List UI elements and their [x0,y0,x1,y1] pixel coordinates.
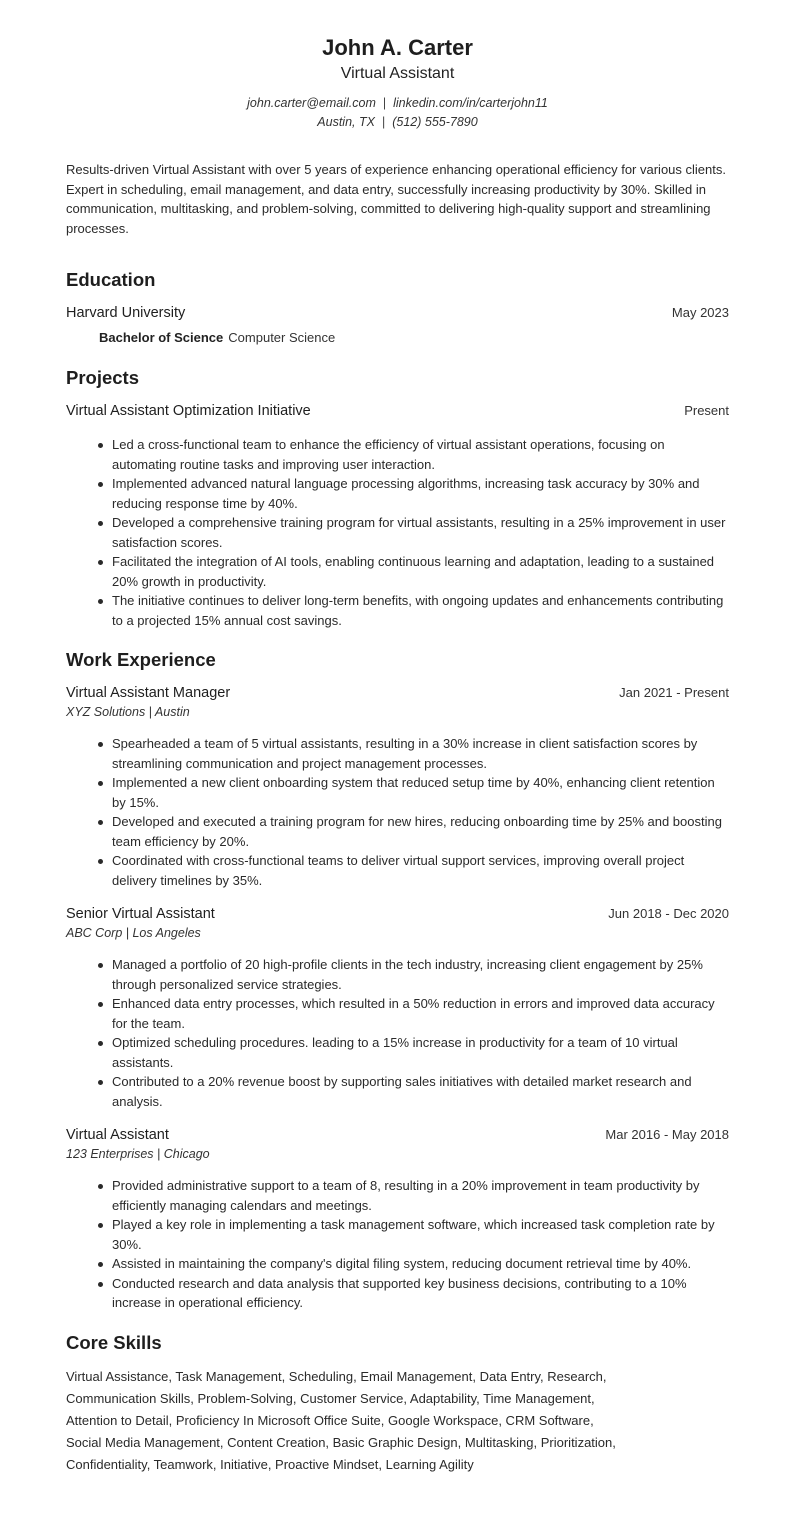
degree-name: Bachelor of Science [99,330,224,346]
bullet-dot-icon [98,859,103,864]
bullet-dot-icon [98,1080,103,1085]
skills-line: Virtual Assistance, Task Management, Scheduling, Email Management, Data Entry, Research, [66,1368,607,1384]
resume-header [66,34,729,132]
job-title: Senior Virtual Assistant [66,906,215,923]
summary-paragraph: Results-driven Virtual Assistant with over 5 years of experience enhancing operational efficiency for various clients. Expert in scheduling, email management, and data entry, successfully increasing productivity by 30%. Skilled in communication, multitasking, and problem-solving, committed to delivering high-quality support and streamlining processes. [66,162,726,236]
skills-section [66,1331,729,1476]
bullet-dot-icon [98,1002,103,1007]
list-item: Implemented a new client onboarding system that reduced setup time by 40%, enhancing client retention by 15%. [66,773,729,812]
education-section [66,268,729,347]
candidate-name: John A. Carter [322,35,473,60]
list-item: The initiative continues to deliver long-term benefits, with ongoing updates and enhancements contributing to a projected 15% annual cost savings. [66,591,729,630]
bullet-dot-icon [98,443,103,448]
bullet-dot-icon [98,1223,103,1228]
job-title: Virtual Assistant [66,1127,169,1144]
project-entry-header [66,401,729,421]
job-entry [66,1125,729,1313]
bullet-dot-icon [98,1262,103,1267]
degree-line [66,329,729,347]
job-entry [66,904,729,1111]
school-name: Harvard University [66,305,186,322]
contact-linkedin: linkedin.com/in/carterjohn11 [393,96,548,110]
list-item: Contributed to a 20% revenue boost by supporting sales initiatives with detailed market research and analysis. [66,1072,729,1111]
bullet-dot-icon [98,560,103,565]
contact-line-2 [66,113,729,132]
contact-email: john.carter@email.com [247,96,376,110]
skills-line: Communication Skills, Problem-Solving, Customer Service, Adaptability, Time Management, [66,1390,595,1406]
list-item: Optimized scheduling procedures. leading to a 15% increase in productivity for a team of 10 virtual assistants. [66,1033,729,1072]
skills-line: Social Media Management, Content Creation, Basic Graphic Design, Multitasking, Prioritization, [66,1434,616,1450]
list-item: Conducted research and data analysis that supported key business decisions, contributing to a 10% increase in operational efficiency. [66,1274,729,1313]
job-header [66,683,729,703]
skills-line: Confidentiality, Teamwork, Initiative, Proactive Mindset, Learning Agility [66,1456,474,1472]
list-item: Coordinated with cross-functional teams to deliver virtual support services, improving overall project delivery timelines by 35%. [66,851,729,890]
list-item: Developed a comprehensive training program for virtual assistants, resulting in a 25% improvement in user satisfaction scores. [66,513,729,552]
contact-separator: | [382,96,387,110]
list-item: Led a cross-functional team to enhance the efficiency of virtual assistant operations, focusing on automating routine tasks and improving user interaction. [66,435,729,474]
job-title: Virtual Assistant Manager [66,685,231,702]
projects-section [66,366,729,630]
section-title-skills: Core Skills [66,1331,162,1353]
bullet-dot-icon [98,1041,103,1046]
section-title-projects: Projects [66,367,140,389]
list-item: Provided administrative support to a team of 8, resulting in a 20% improvement in team productivity by efficiently managing calendars and meetings. [66,1176,729,1215]
list-item: Enhanced data entry processes, which resulted in a 50% reduction in errors and improved data accuracy for the team. [66,994,729,1033]
project-name: Virtual Assistant Optimization Initiative [66,403,311,420]
job-date: Jun 2018 - Dec 2020 [608,906,729,922]
bullet-dot-icon [98,963,103,968]
skills-list [66,1366,729,1476]
list-item: Spearheaded a team of 5 virtual assistants, resulting in a 30% increase in client satisfaction scores by streamlining communication and project management processes. [66,734,729,773]
contact-separator: | [381,115,386,129]
experience-section [66,648,729,1313]
bullet-dot-icon [98,781,103,786]
job-bullets [66,955,729,1111]
job-bullets [66,1176,729,1313]
section-title-experience: Work Experience [66,649,216,671]
candidate-role: Virtual Assistant [340,65,455,82]
education-date: May 2023 [671,305,729,321]
skills-line: Attention to Detail, Proficiency In Microsoft Office Suite, Google Workspace, CRM Software, [66,1412,594,1428]
job-date: Jan 2021 - Present [619,685,729,701]
job-header [66,1125,729,1145]
bullet-dot-icon [98,820,103,825]
list-item: Implemented advanced natural language processing algorithms, increasing task accuracy by 30% and reducing response time by 40%. [66,474,729,513]
contact-phone: (512) 555-7890 [392,115,478,129]
job-bullets [66,734,729,890]
bullet-dot-icon [98,1184,103,1189]
list-item: Managed a portfolio of 20 high-profile clients in the tech industry, increasing client engagement by 25% through personalized service strategies. [66,955,729,994]
education-entry-header [66,303,729,323]
bullet-dot-icon [98,742,103,747]
bullet-dot-icon [98,599,103,604]
job-company: XYZ Solutions | Austin [66,705,190,720]
job-date: Mar 2016 - May 2018 [605,1127,729,1143]
job-header [66,904,729,924]
bullet-dot-icon [98,521,103,526]
contact-line-1 [66,94,729,113]
section-title-education: Education [66,269,156,291]
bullet-dot-icon [98,482,103,487]
contact-location: Austin, TX [317,115,375,129]
degree-field: Computer Science [228,330,336,346]
list-item: Assisted in maintaining the company's digital filing system, reducing document retrieval time by 40%. [66,1254,729,1274]
job-company: 123 Enterprises | Chicago [66,1147,210,1162]
list-item: Played a key role in implementing a task management software, which increased task completion rate by 30%. [66,1215,729,1254]
job-company: ABC Corp | Los Angeles [66,926,201,941]
list-item: Developed and executed a training program for new hires, reducing onboarding time by 25% and boosting team efficiency by 20%. [66,812,729,851]
list-item: Facilitated the integration of AI tools, enabling continuous learning and adaptation, leading to a sustained 20% growth in productivity. [66,552,729,591]
project-bullets [66,435,729,630]
project-date: Present [684,403,729,419]
bullet-dot-icon [98,1282,103,1287]
job-entry [66,683,729,890]
